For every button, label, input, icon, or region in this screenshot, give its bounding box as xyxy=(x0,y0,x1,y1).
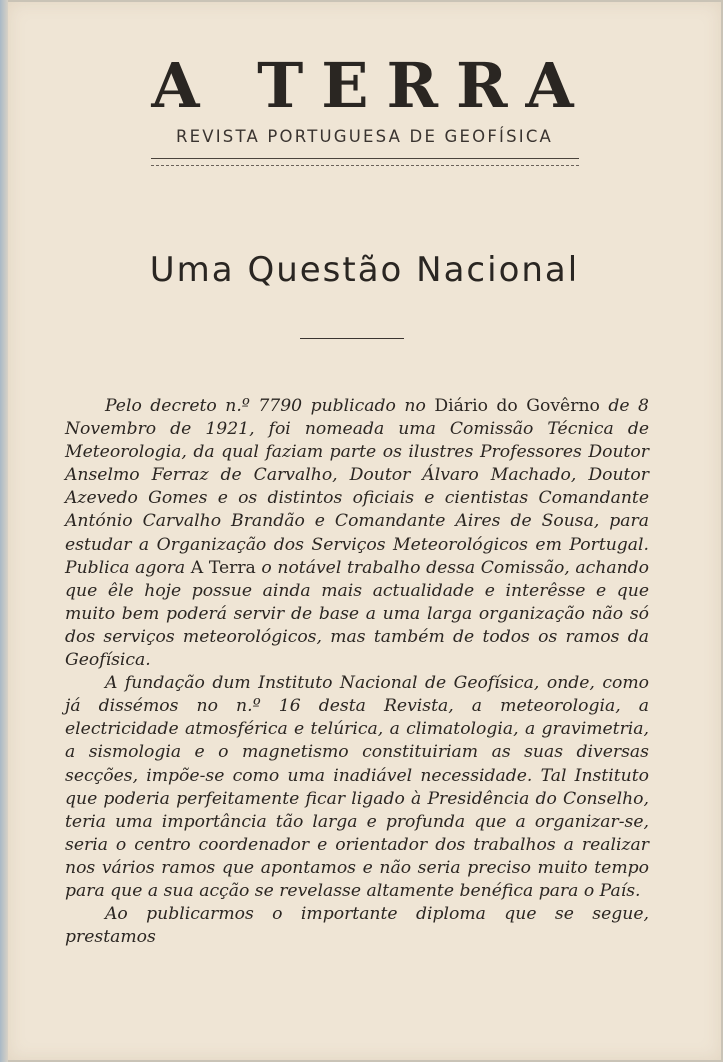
text-run: de 8 Novembro de 1921, foi nomeada uma Comissão Técnica de Meteorologia, da qual faziam parte os ilustres Professores Doutor Anselmo Ferraz de Carvalho, Doutor Álvaro Machado, Doutor Azevedo Gomes e os distintos oficiais e cientistas Comandante António Carvalho Brandão e Comandante Aires de Sousa, para estudar a Organização dos Serviços Meteorológicos em Portugal. Publica agora xyxy=(65,396,649,578)
masthead-rule xyxy=(151,158,579,166)
journal-subtitle: REVISTA PORTUGUESA DE GEOFÍSICA xyxy=(175,127,554,146)
journal-title: A TERRA xyxy=(151,49,592,122)
article-body xyxy=(65,395,649,949)
text-run: A fundação dum Instituto Nacional de Geofísica, onde, como já dissémos no n.º 16 desta Revista, a meteorologia, a electricidade atmosférica e telúrica, a climatologia, a gravimetria, a sismologia e o magnetismo constituiriam as suas diversas secções, impõe-se como uma inadiável necessidade. Tal Instituto que poderia perfeitamente ficar ligado à Presidência do Conselho, teria uma importância tão larga e profunda que a organizar-se, seria o centro coordenador e orientador dos trabalhos a realizar nos vários ramos que apontamos e não seria preciso muito tempo para que a sua acção se revelasse altamente benéfica para o País. xyxy=(65,673,649,901)
text-run: Diário do Govêrno xyxy=(434,396,600,416)
paragraph-3 xyxy=(65,903,649,949)
masthead xyxy=(8,50,721,166)
text-run: Pelo decreto n.º 7790 publicado no xyxy=(105,396,435,416)
title-divider xyxy=(300,338,404,339)
paragraph-1 xyxy=(65,395,649,672)
document-page xyxy=(8,2,721,1060)
article-title: Uma Questão Nacional xyxy=(149,250,580,290)
text-run: A Terra xyxy=(190,557,256,578)
text-run: Ao publicarmos o importante diploma que se segue, prestamos xyxy=(65,904,649,948)
text-run: o notável trabalho dessa Comissão, achando que êle hoje possue ainda mais actualidade e interêsse e que muito bem poderá servir de base a uma larga organização não só dos serviços meteorológicos, mas também de todos os ramos da Geofísica. xyxy=(65,557,649,671)
page-edge xyxy=(0,0,8,1062)
paragraph-2 xyxy=(65,672,649,903)
